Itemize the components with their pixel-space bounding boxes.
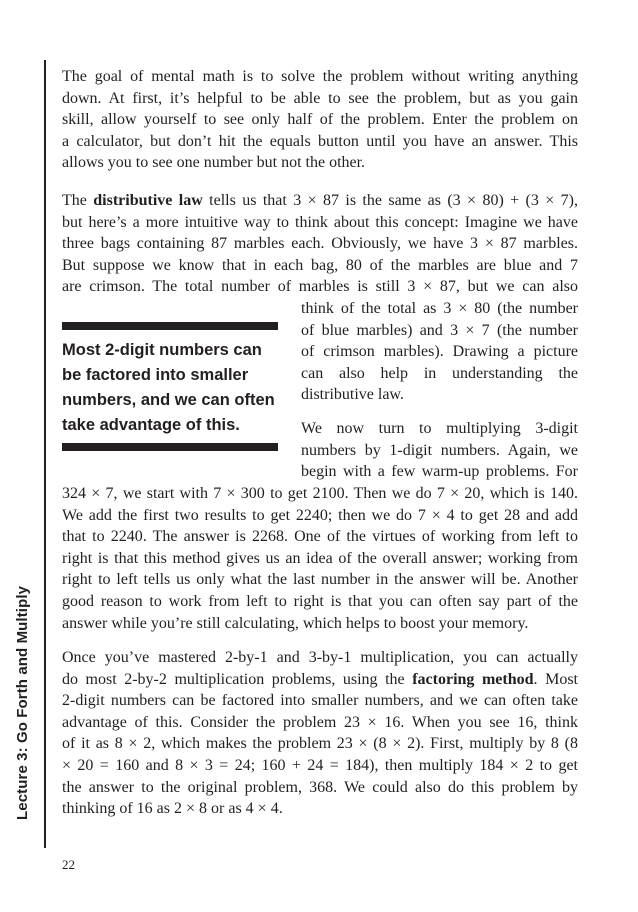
- text-line: [62, 669, 578, 691]
- text-fragment: . Most: [533, 670, 579, 688]
- text-line: [62, 190, 578, 212]
- callout-line: be factored into smaller: [62, 366, 249, 384]
- text-line: skill, allow yourself to see only half of the problem. Enter the problem on: [62, 111, 578, 129]
- paragraph-three-digit-multiplication: [62, 483, 578, 634]
- paragraph-mental-math-goal: [62, 66, 578, 174]
- text-line: of blue marbles) and 3 × 7 (the number: [301, 321, 578, 339]
- text-line: Once you’ve mastered 2-by-1 and 3-by-1 multiplication, you can actually: [62, 649, 578, 666]
- text-line: a calculator, but don’t hit the equals button until you have an answer. This: [62, 132, 578, 150]
- margin-rule: [44, 60, 46, 848]
- text-line: down. At first, it’s helpful to be able to see the problem, but as you gain: [62, 89, 578, 107]
- text-fragment: tells us that 3 × 87 is the same as (3 × 80) + (3 × 7),: [202, 192, 579, 209]
- text-line: 2-digit numbers can be factored into smaller numbers, and we can often take: [62, 692, 578, 710]
- text-line: good reason to work from left to right is that you can often say part of the: [62, 592, 578, 610]
- term-factoring-method: factoring method: [412, 670, 534, 688]
- text-line: right is that this method gives us an idea of the overall answer; working from: [62, 549, 578, 567]
- text-line: But suppose we know that in each bag, 80 of the marbles are blue and 7: [62, 256, 578, 274]
- text-line: distributive law.: [301, 386, 404, 404]
- text-line: begin with a few warm-up problems. For: [301, 463, 578, 481]
- text-line: can also help in understanding the: [301, 364, 578, 382]
- paragraph-distributive-law-continued: [301, 298, 578, 406]
- text-line: 324 × 7, we start with 7 × 300 to get 2100. Then we do 7 × 20, which is 140.: [62, 485, 578, 502]
- text-line: right to left tells us only what the last number in the answer will be. Another: [62, 571, 578, 589]
- text-line: thinking of 16 as 2 × 8 or as 4 × 4.: [62, 800, 283, 818]
- text-line: We add the first two results to get 2240; then we do 7 × 4 to get 28 and add: [62, 506, 578, 524]
- text-line: but here’s a more intuitive way to think about this concept: Imagine we have: [62, 213, 578, 231]
- text-line: answer while you’re still calculating, which helps to boost your memory.: [62, 614, 529, 632]
- text-line: the answer to the original problem, 368. We could also do this problem by: [62, 778, 578, 796]
- text-line: The goal of mental math is to solve the problem without writing anything: [62, 68, 578, 85]
- paragraph-factoring-method: [62, 647, 578, 820]
- paragraph-distributive-law: [62, 190, 578, 298]
- callout-line: take advantage of this.: [62, 416, 240, 434]
- text-fragment: The: [62, 192, 94, 209]
- callout-top-bar: [62, 322, 278, 330]
- text-line: are crimson. The total number of marbles is still 3 × 87, but we can also: [62, 278, 578, 296]
- text-line: We now turn to multiplying 3-digit: [301, 420, 578, 437]
- text-line: that to 2240. The answer is 2268. One of the virtues of working from left to: [62, 528, 578, 546]
- text-line: numbers by 1-digit numbers. Again, we: [301, 441, 578, 459]
- lecture-side-label: Lecture 3: Go Forth and Multiply: [14, 585, 31, 820]
- callout-line: Most 2-digit numbers can: [62, 341, 262, 359]
- callout-line: numbers, and we can often: [62, 391, 275, 409]
- text-fragment: do most 2-by-2 multiplication problems, using the: [62, 670, 413, 688]
- text-line: × 20 = 160 and 8 × 3 = 24; 160 + 24 = 184), then multiply 184 × 2 to get: [62, 756, 578, 774]
- callout-bottom-bar: [62, 443, 278, 451]
- text-line: think of the total as 3 × 80 (the number: [301, 300, 578, 317]
- callout-quote: [62, 338, 287, 438]
- text-line: advantage of this. Consider the problem 23 × 16. When you see 16, think: [62, 713, 578, 731]
- page-number: 22: [62, 857, 75, 872]
- text-line: allows you to see one number but not the other.: [62, 154, 366, 172]
- text-line: of crimson marbles). Drawing a picture: [301, 343, 578, 361]
- term-distributive-law: distributive law: [93, 192, 203, 209]
- text-line: of it as 8 × 2, which makes the problem 23 × (8 × 2). First, multiply by 8 (8: [62, 735, 578, 753]
- paragraph-three-digit-intro: [301, 418, 578, 483]
- text-line: three bags containing 87 marbles each. Obviously, we have 3 × 87 marbles.: [62, 235, 578, 253]
